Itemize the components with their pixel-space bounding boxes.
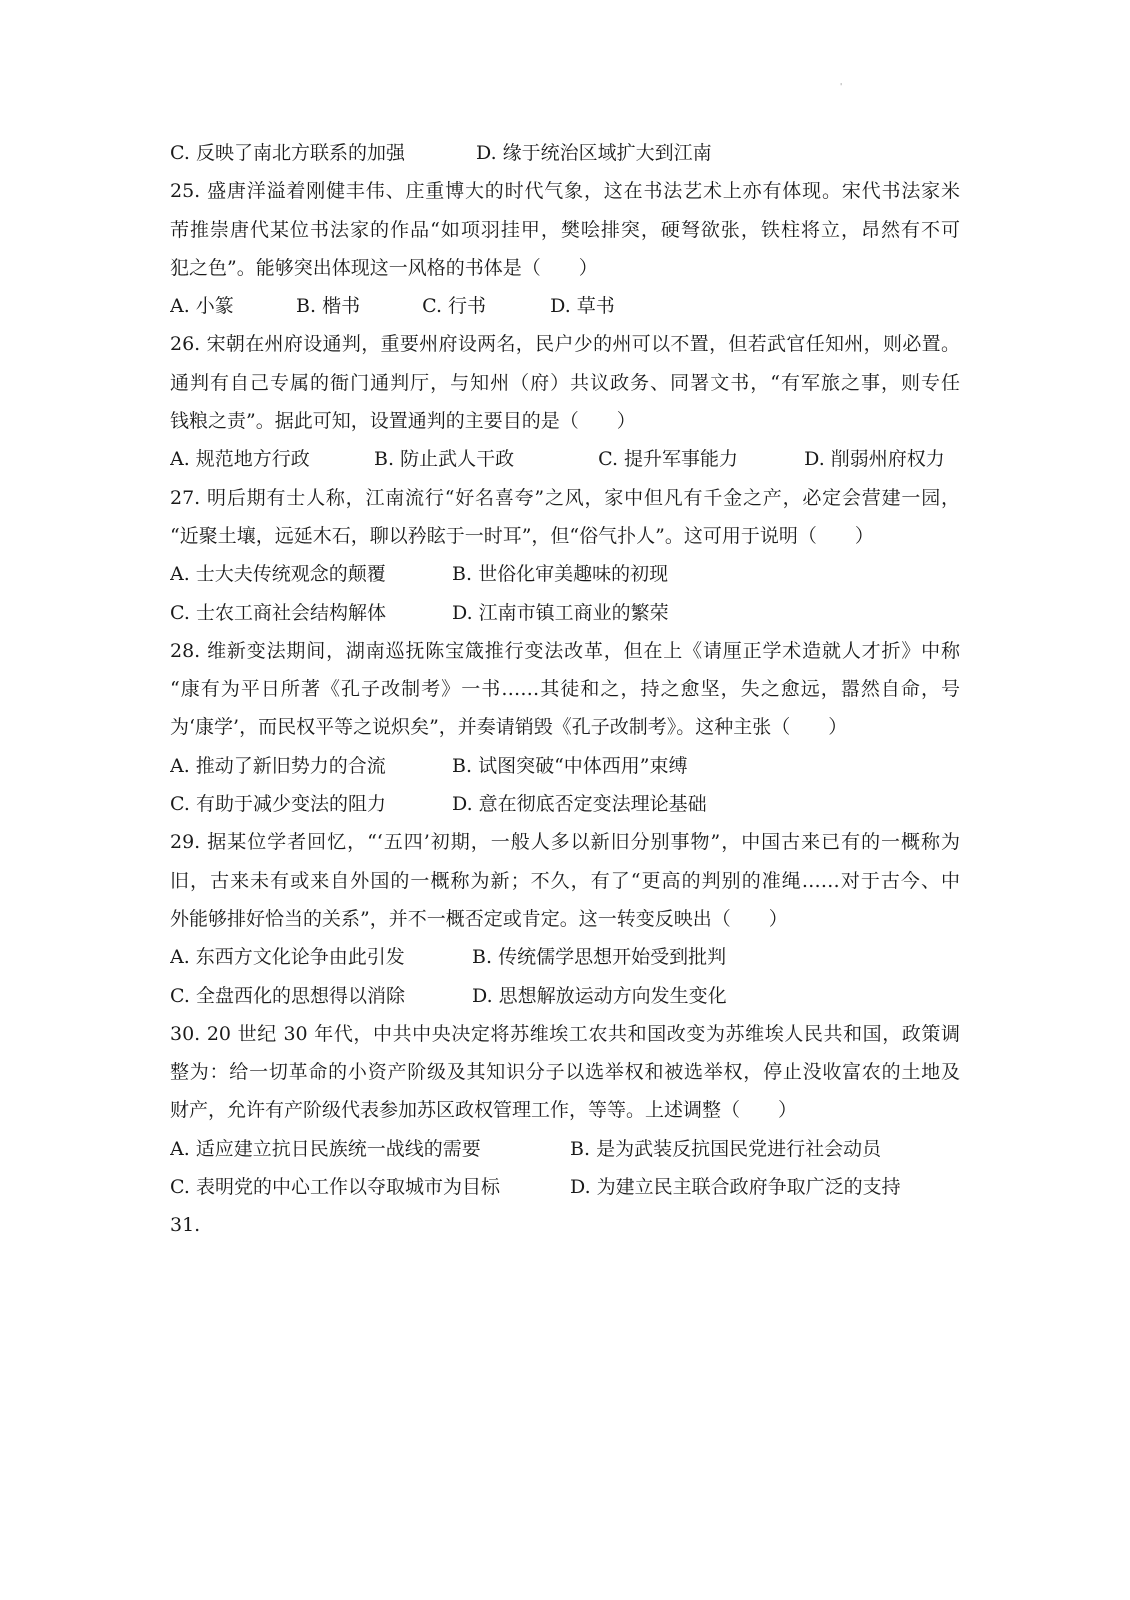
q30-stem-line-2: 整为：给一切革命的小资产阶级及其知识分子以选举权和被选举权，停止没收富农的土地及	[170, 1061, 960, 1084]
questions	[170, 134, 960, 1245]
q27-option-b[interactable]: B. 世俗化审美趣味的初现	[452, 563, 669, 586]
q27-option-a[interactable]: A. 士大夫传统观念的颠覆	[170, 563, 386, 586]
q29-stem-line-2: 旧，古来未有或来自外国的一概称为新；不久，有了“更高的判别的准绳……对于古今、中	[170, 869, 960, 892]
q26-option-d[interactable]: D. 削弱州府权力	[804, 448, 945, 471]
q30-option-b[interactable]: B. 是为武装反抗国民党进行社会动员	[570, 1137, 882, 1160]
q26-stem-line-3: 钱粮之责”。据此可知，设置通判的主要目的是（ ）	[170, 410, 636, 433]
q25-option-a[interactable]: A. 小篆	[170, 295, 234, 318]
q26-stem-line-2: 通判有自己专属的衙门通判厅，与知州（府）共议政务、同署文书，“有军旅之事，则专任	[170, 371, 960, 394]
q27-option-c[interactable]: C. 士农工商社会结构解体	[170, 601, 386, 624]
q25-stem-line-2: 芾推崇唐代某位书法家的作品“如项羽挂甲，樊哙排突，硬弩欲张，铁柱将立，昂然有不可	[170, 218, 960, 241]
q28-option-b[interactable]: B. 试图突破“中体西用”束缚	[452, 754, 688, 777]
q28-option-c[interactable]: C. 有助于减少变法的阻力	[170, 793, 386, 816]
q30-stem-line-1: 30. 20 世纪 30 年代，中共中央决定将苏维埃工农共和国改变为苏维埃人民共和国，政策调	[170, 1022, 960, 1045]
q25-stem-line-3: 犯之色”。能够突出体现这一风格的书体是（ ）	[170, 256, 598, 279]
q27-options-row-2	[170, 594, 960, 632]
q26-option-b[interactable]: B. 防止武人干政	[374, 448, 515, 471]
q29-option-b[interactable]: B. 传统儒学思想开始受到批判	[472, 946, 727, 969]
q28-stem-line-2: “康有为平日所著《孔子改制考》一书……其徒和之，持之愈坚，失之愈远，嚣然自命，号	[170, 678, 960, 701]
q28-stem-line-3: 为‘康学’，而民权平等之说炽矣”，并奏请销毁《孔子改制考》。这种主张（ ）	[170, 716, 848, 739]
q24-option-c[interactable]: C. 反映了南北方联系的加强	[170, 142, 405, 164]
q29-stem-line-1: 29. 据某位学者回忆，“‘五四’初期，一般人多以新旧分别事物”，中国古来已有的一概称为	[170, 831, 960, 854]
q24-option-d[interactable]: D. 缘于统治区域扩大到江南	[476, 142, 712, 164]
q30-options-row-2	[170, 1168, 960, 1206]
q29-option-a[interactable]: A. 东西方文化论争由此引发	[170, 946, 405, 969]
q30-option-d[interactable]: D. 为建立民主联合政府争取广泛的支持	[570, 1176, 901, 1199]
q27-stem-line-1: 27. 明后期有士人称，江南流行“好名喜夸”之风，家中但凡有千金之产，必定会营建一园，	[170, 486, 960, 509]
q28-option-d[interactable]: D. 意在彻底否定变法理论基础	[452, 793, 707, 816]
q25-option-b[interactable]: B. 楷书	[296, 295, 361, 318]
q29-option-c[interactable]: C. 全盘西化的思想得以消除	[170, 984, 405, 1007]
q29-options-row-2	[170, 977, 960, 1015]
q28-options-row-2	[170, 785, 960, 823]
q29-option-d[interactable]: D. 思想解放运动方向发生变化	[472, 984, 727, 1007]
q28-options-row-1	[170, 747, 960, 785]
q26-option-c[interactable]: C. 提升军事能力	[598, 448, 739, 471]
q25-option-c[interactable]: C. 行书	[422, 295, 487, 318]
q26-option-a[interactable]: A. 规范地方行政	[170, 448, 310, 471]
q24-options-row-2	[170, 134, 960, 172]
q26-options	[170, 440, 960, 478]
q29-options-row-1	[170, 938, 960, 976]
q30-option-c[interactable]: C. 表明党的中心工作以夺取城市为目标	[170, 1176, 500, 1199]
q25-stem-line-1: 25. 盛唐洋溢着刚健丰伟、庄重博大的时代气象，这在书法艺术上亦有体现。宋代书法家米	[170, 180, 960, 203]
q25-options	[170, 287, 960, 325]
q27-stem-line-2: “近聚土壤，远延木石，聊以矜眩于一时耳”，但“俗气扑人”。这可用于说明（ ）	[170, 524, 874, 547]
q26-stem-line-1: 26. 宋朝在州府设通判，重要州府设两名，民户少的州可以不置，但若武官任知州，则必置。	[170, 333, 960, 356]
q27-option-d[interactable]: D. 江南市镇工商业的繁荣	[452, 601, 669, 624]
q27-options-row-1	[170, 555, 960, 593]
q30-stem-line-3: 财产，允许有产阶级代表参加苏区政权管理工作，等等。上述调整（ ）	[170, 1099, 798, 1122]
scan-mark: '	[840, 82, 843, 91]
q25-option-d[interactable]: D. 草书	[550, 295, 615, 318]
q30-option-a[interactable]: A. 适应建立抗日民族统一战线的需要	[170, 1137, 481, 1160]
q30-options-row-1	[170, 1130, 960, 1168]
q29-stem-line-3: 外能够排好恰当的关系”，并不一概否定或肯定。这一转变反映出（ ）	[170, 907, 788, 930]
q28-option-a[interactable]: A. 推动了新旧势力的合流	[170, 754, 386, 777]
q31-number: 31.	[170, 1214, 201, 1237]
q28-stem-line-1: 28. 维新变法期间，湖南巡抚陈宝箴推行变法改革，但在上《请厘正学术造就人才折》中称	[170, 639, 960, 662]
